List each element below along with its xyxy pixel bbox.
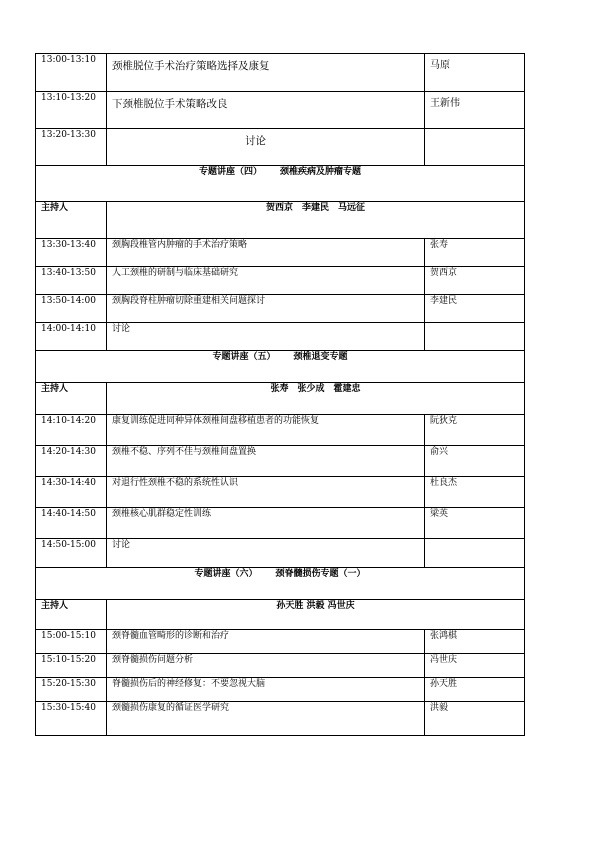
session-speaker: 孙天胜 [425, 678, 525, 702]
session-row [36, 446, 525, 477]
session-topic: 颈脊髓损伤问题分析 [107, 654, 425, 678]
lecture-title: 专题讲座（五） [212, 352, 276, 362]
session-topic: 颈髓损伤康复的循证医学研究 [107, 702, 425, 736]
lecture-title: 专题讲座（四） [198, 167, 262, 177]
session-speaker-empty [425, 323, 525, 351]
host-label: 主持人 [36, 202, 107, 239]
lecture-header [36, 351, 525, 383]
session-topic: 下颈椎脱位手术策略改良 [107, 92, 425, 129]
session-row [36, 415, 525, 446]
session-time: 13:50-14:00 [36, 295, 107, 323]
session-time: 13:30-13:40 [36, 239, 107, 267]
host-row [36, 202, 525, 239]
session-speaker: 洪毅 [425, 702, 525, 736]
session-time: 14:00-14:10 [36, 323, 107, 351]
discussion-label: 讨论 [107, 539, 425, 568]
session-row [36, 295, 525, 323]
lecture-subtitle: 颈脊髓损伤专题（一） [275, 569, 366, 579]
session-speaker: 阮狄克 [425, 415, 525, 446]
lecture-header-row [36, 351, 525, 383]
schedule-table [35, 53, 525, 736]
session-time: 13:00-13:10 [36, 54, 107, 92]
session-row [36, 267, 525, 295]
session-speaker: 冯世庆 [425, 654, 525, 678]
discussion-label: 讨论 [107, 129, 425, 166]
session-speaker: 李建民 [425, 295, 525, 323]
session-speaker: 张鸿棋 [425, 630, 525, 654]
host-row [36, 600, 525, 630]
session-row [36, 702, 525, 736]
host-label: 主持人 [36, 600, 107, 630]
lecture-title: 专题讲座（六） [194, 569, 258, 579]
session-time: 14:40-14:50 [36, 508, 107, 539]
session-topic: 颈椎脱位手术治疗策略选择及康复 [107, 54, 425, 92]
lecture-header [36, 568, 525, 600]
session-row [36, 477, 525, 508]
session-row [36, 654, 525, 678]
discussion-row [36, 539, 525, 568]
session-topic: 颈胸段椎管内肿瘤的手术治疗策略 [107, 239, 425, 267]
lecture-header-row [36, 568, 525, 600]
host-label: 主持人 [36, 383, 107, 415]
session-time: 15:20-15:30 [36, 678, 107, 702]
session-speaker: 张寿 [425, 239, 525, 267]
session-topic: 颈椎不稳、序列不佳与颈椎间盘置换 [107, 446, 425, 477]
session-time: 15:10-15:20 [36, 654, 107, 678]
session-time: 13:20-13:30 [36, 129, 107, 166]
session-topic: 对退行性颈椎不稳的系统性认识 [107, 477, 425, 508]
session-speaker: 杜良杰 [425, 477, 525, 508]
session-row [36, 508, 525, 539]
session-topic: 颈椎核心肌群稳定性训练 [107, 508, 425, 539]
session-time: 15:30-15:40 [36, 702, 107, 736]
session-speaker: 梁英 [425, 508, 525, 539]
discussion-row [36, 129, 525, 166]
session-topic: 颈脊髓血管畸形的诊断和治疗 [107, 630, 425, 654]
session-row [36, 239, 525, 267]
session-time: 13:40-13:50 [36, 267, 107, 295]
session-speaker-empty [425, 129, 525, 166]
lecture-header-row [36, 166, 525, 202]
session-time: 14:50-15:00 [36, 539, 107, 568]
session-row [36, 54, 525, 92]
session-time: 14:20-14:30 [36, 446, 107, 477]
host-names: 孙天胜 洪毅 冯世庆 [107, 600, 525, 630]
session-topic: 脊髓损伤后的神经修复：不要忽视大脑 [107, 678, 425, 702]
schedule-body [36, 54, 525, 736]
session-time: 14:30-14:40 [36, 477, 107, 508]
host-names: 张寿 张少成 霍建忠 [107, 383, 525, 415]
host-row [36, 383, 525, 415]
session-time: 13:10-13:20 [36, 92, 107, 129]
session-time: 15:00-15:10 [36, 630, 107, 654]
session-topic: 颈胸段脊柱肿瘤切除重建相关问题探讨 [107, 295, 425, 323]
discussion-label: 讨论 [107, 323, 425, 351]
session-time: 14:10-14:20 [36, 415, 107, 446]
lecture-header [36, 166, 525, 202]
session-row [36, 92, 525, 129]
session-speaker: 贺西京 [425, 267, 525, 295]
lecture-subtitle: 颈椎疾病及肿瘤专题 [280, 167, 362, 177]
session-row [36, 678, 525, 702]
session-speaker: 马原 [425, 54, 525, 92]
lecture-subtitle: 颈椎退变专题 [293, 352, 348, 362]
discussion-row [36, 323, 525, 351]
session-speaker: 俞兴 [425, 446, 525, 477]
session-topic: 人工颈椎的研制与临床基础研究 [107, 267, 425, 295]
session-topic: 康复训练促进同种异体颈椎间盘移植患者的功能恢复 [107, 415, 425, 446]
session-speaker: 王新伟 [425, 92, 525, 129]
host-names: 贺西京 李建民 马远征 [107, 202, 525, 239]
session-row [36, 630, 525, 654]
session-speaker-empty [425, 539, 525, 568]
